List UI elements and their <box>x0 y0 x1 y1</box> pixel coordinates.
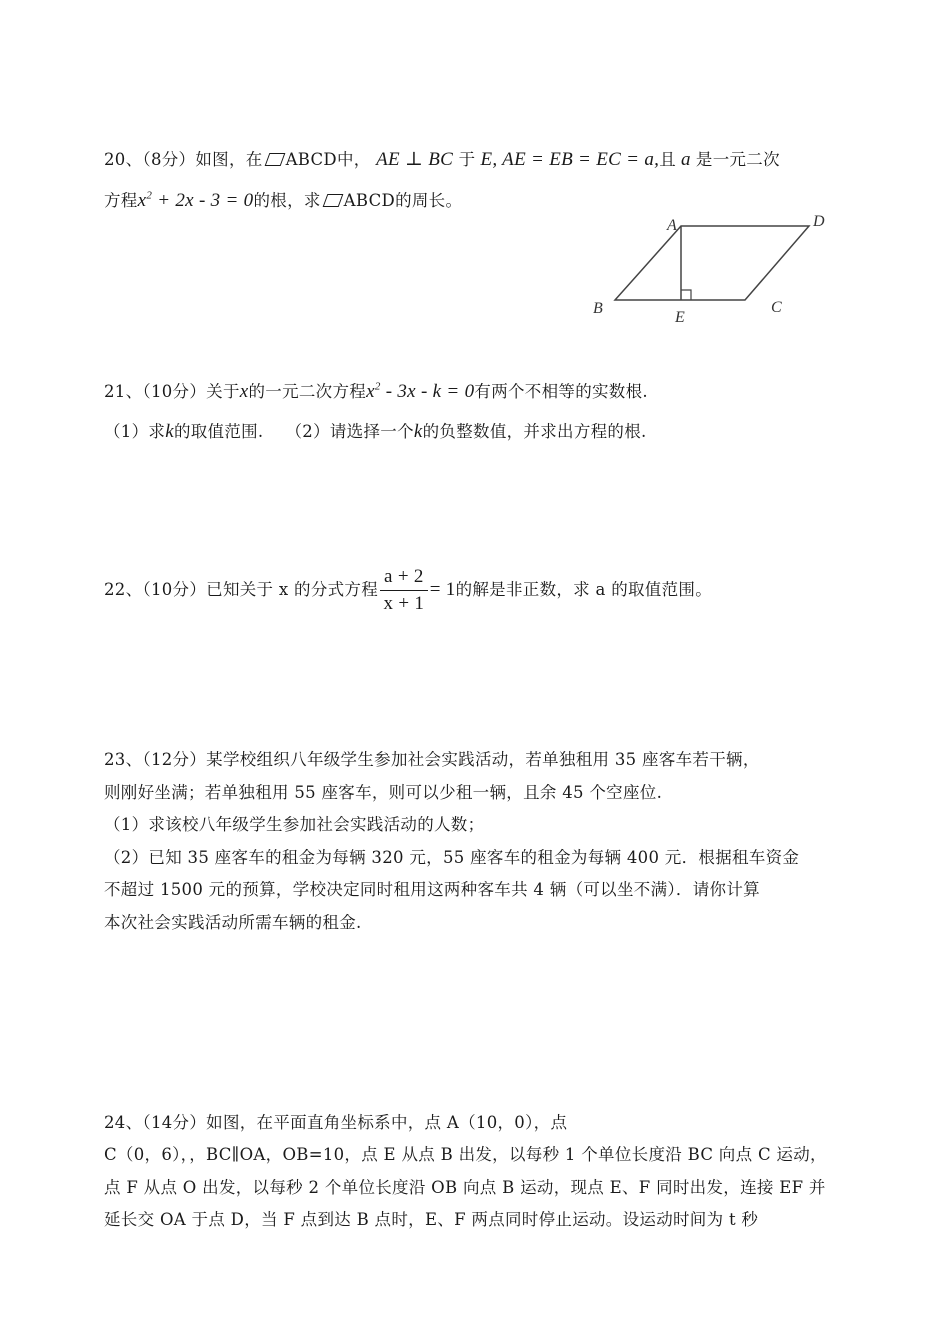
right-angle-mark <box>681 290 691 300</box>
q20-condition: AE ⊥ BC <box>376 149 454 170</box>
q23-line1: 23、（12分）某学校组织八年级学生参加社会实践活动，若单独租用 35 座客车若干辆， <box>104 750 760 769</box>
q24-line4: 延长交 OA 于点 D，当 F 点到达 B 点时，E、F 两点同时停止运动。设运动时间为 t 秒 <box>104 1210 759 1229</box>
q24-line3: 点 F 从点 O 出发，以每秒 2 个单位长度沿 OB 向点 B 运动，现点 E、F 同时出发，连接 EF 并 <box>104 1178 826 1197</box>
q24-line1: 24、（14分）如图，在平面直角坐标系中，点 A（10，0），点 <box>104 1113 568 1132</box>
label-e: E <box>675 309 685 326</box>
label-d: D <box>813 213 825 230</box>
q23-line5: 不超过 1500 元的预算，学校决定同时租用这两种客车共 4 辆（可以坐不满）．请你计算 <box>104 880 760 899</box>
q23-line3: （1）求该校八年级学生参加社会实践活动的人数； <box>104 815 485 834</box>
q20-number: 20、 <box>104 150 143 169</box>
q23-line2: 则刚好坐满；若单独租用 55 座客车，则可以少租一辆，且余 45 个空座位. <box>104 783 663 802</box>
q20-line1: 20、（8分）如图，在 ABCD中， AE ⊥ BC 于 E, AE = EB = EC = a,且 a 是一元二次 <box>104 149 780 170</box>
parallelogram-symbol <box>264 153 285 166</box>
parallelogram-symbol <box>322 194 343 207</box>
q20-equation: $x^2 + 2x - 3 = 0$ <box>137 189 254 211</box>
q21-line2: （1）求k的取值范围. （2）请选择一个k的负整数值，并求出方程的根. <box>104 421 647 442</box>
label-b: B <box>593 300 603 317</box>
parallelogram-figure <box>585 210 845 330</box>
q22-line: 22、（10分）已知关于 x 的分式方程 $\frac{a + 2}{x + 1}$ = 1的解是非正数，求 a 的取值范围。 <box>104 566 713 614</box>
q21-line1: 21、（10分）关于x的一元二次方程$x^2 - 3x - k = 0$有两个不相等的实数根. <box>104 380 648 402</box>
label-c: C <box>771 299 782 316</box>
q22-fraction: $\frac{a + 2}{x + 1}$ <box>380 566 428 615</box>
label-a: A <box>667 217 677 234</box>
q24-line2: C（0，6），，BC∥OA，OB=10，点 E 从点 B 出发，以每秒 1 个单位长度沿 BC 向点 C 运动， <box>104 1145 827 1164</box>
q20-score: （8分）如图，在 <box>142 150 263 169</box>
q23-line6: 本次社会实践活动所需车辆的租金. <box>104 913 362 932</box>
parallelogram-abcd <box>615 226 809 300</box>
q21-equation: $x^2 - 3x - k = 0$ <box>366 380 475 402</box>
q23-line4: （2）已知 35 座客车的租金为每辆 320 元，55 座客车的租金为每辆 400 元．根据租车资金 <box>104 848 800 867</box>
q20-line2: 方程$x^2 + 2x - 3 = 0$的根，求 ABCD的周长。 <box>104 189 463 211</box>
